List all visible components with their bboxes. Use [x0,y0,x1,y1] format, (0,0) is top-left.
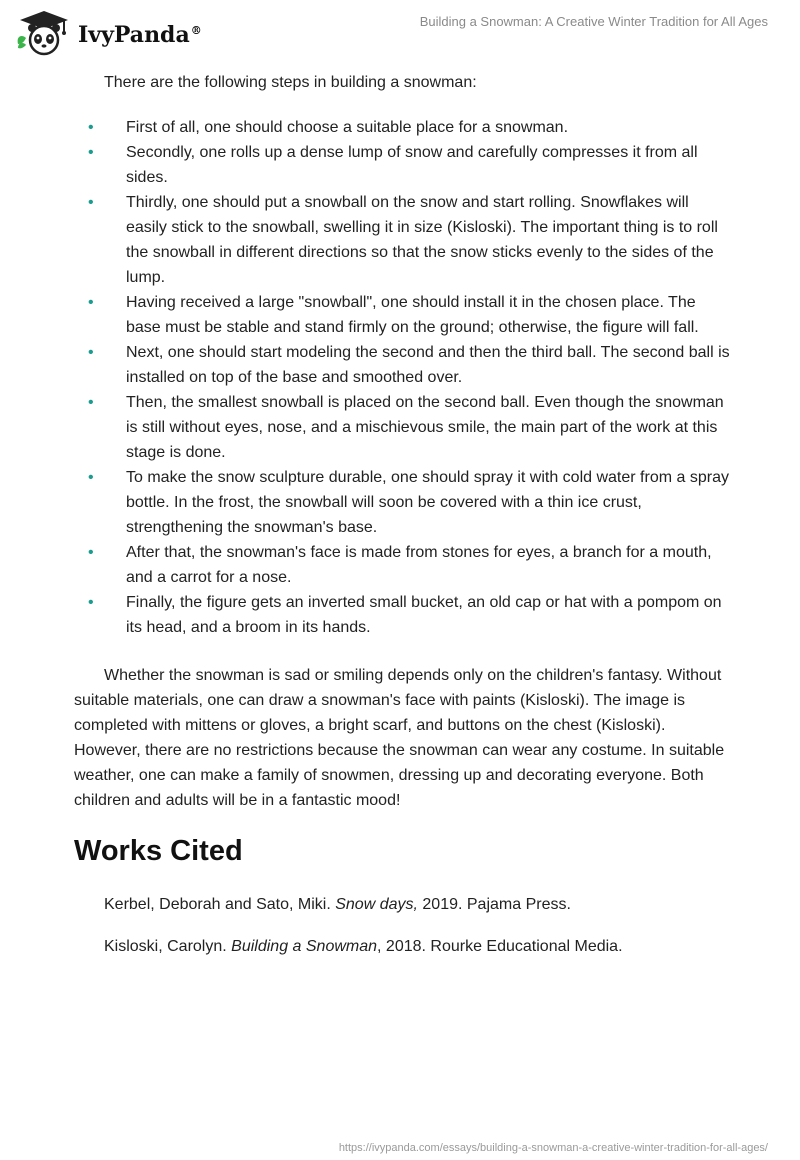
list-item: • Then, the smallest snowball is placed on the second ball. Even though the snowman is still without eyes, nose, and a mischievous smile, the main part of the work at this stage is done. [74,390,734,465]
document-title: Building a Snowman: A Creative Winter Tradition for All Ages [419,14,768,29]
bullet-icon: • [88,394,94,411]
list-item: • Thirdly, one should put a snowball on the snow and start rolling. Snowflakes will easily stick to the snowball, swelling it in size (Kisloski). The important thing is to roll the snowball in different directions so that the snow sticks evenly to the sides of the lump. [74,190,734,290]
body-paragraph: Whether the snowman is sad or smiling depends only on the children's fantasy. Without suitable materials, one can draw a snowman's face with paints (Kisloski). The image is completed with mittens or gloves, a bright scarf, and buttons on the chest (Kisloski). However, there are no restrictions because the snowman can wear any costume. In suitable weather, one can make a family of snowmen, dressing up and decorating everyone. Both children and adults will be in a fantastic mood! [74,667,725,809]
list-item: • To make the snow sculpture durable, one should spray it with cold water from a spray bottle. In the frost, the snowball will soon be covered with a thin ice crust, strengthening the snowman's base. [74,465,734,540]
bullet-icon: • [88,294,94,311]
brand-name: IvyPanda® [78,22,202,48]
bullet-icon: • [88,594,94,611]
page-header [0,0,800,70]
bullet-icon: • [88,144,94,161]
list-item: • Secondly, one rolls up a dense lump of snow and carefully compresses it from all sides. [74,140,734,190]
bullet-icon: • [88,119,94,136]
essay-content [74,70,734,976]
bullet-icon: • [88,469,94,486]
citation: Kerbel, Deborah and Sato, Miki. Snow days, 2019. Pajama Press. [104,896,571,913]
intro-text: There are the following steps in building a snowman: [104,74,477,91]
citation: Kisloski, Carolyn. Building a Snowman, 2018. Rourke Educational Media. [104,938,623,955]
source-url[interactable]: https://ivypanda.com/essays/building-a-snowman-a-creative-winter-tradition-for-all-ages/ [338,1142,768,1154]
panda-graduate-icon [14,8,74,58]
bullet-icon: • [88,194,94,211]
list-item: • After that, the snowman's face is made from stones for eyes, a branch for a mouth, and a carrot for a nose. [74,540,734,590]
works-cited-heading: Works Cited [74,835,243,867]
list-item: • Next, one should start modeling the second and then the third ball. The second ball is installed on top of the base and smoothed over. [74,340,734,390]
list-item: • First of all, one should choose a suitable place for a snowman. [74,115,734,140]
bullet-icon: • [88,544,94,561]
ivypanda-logo[interactable] [14,8,202,58]
list-item: • Having received a large "snowball", one should install it in the chosen place. The base must be stable and stand firmly on the ground; otherwise, the figure will fall. [74,290,734,340]
steps-list [74,115,734,640]
bullet-icon: • [88,344,94,361]
list-item: • Finally, the figure gets an inverted small bucket, an old cap or hat with a pompom on its head, and a broom in its hands. [74,590,734,640]
